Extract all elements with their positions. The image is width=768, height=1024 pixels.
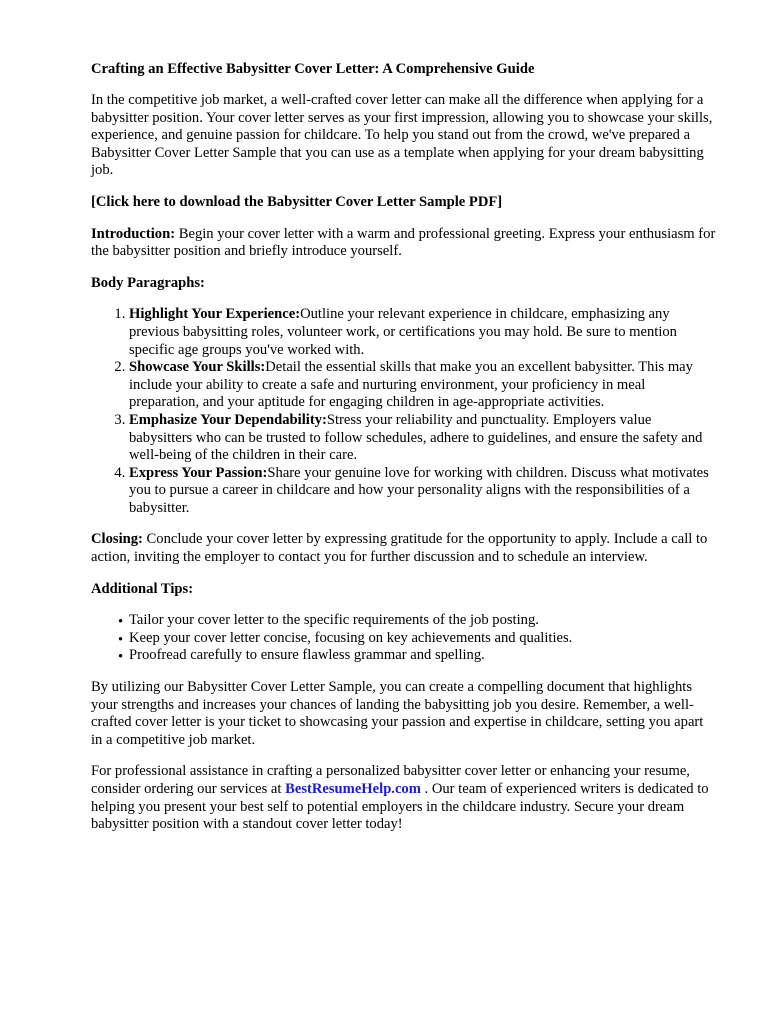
list-item-text: Share your genuine love for working with children. Discuss what motivates you to pursue a career in childcare and how your personality aligns with the responsibilities of a babysitter. <box>129 464 709 516</box>
list-item-text: Detail the essential skills that make you an excellent babysitter. This may include your ability to create a safe and nurturing environment, your proficiency in meal preparation, and your aptitude for engaging children in age-appropriate activities. <box>129 359 693 411</box>
closing-paragraph <box>91 531 718 566</box>
list-item-text: Outline your relevant experience in childcare, emphasizing any previous babysitting roles, volunteer work, or certifications you may hold. Be sure to mention specific age groups you've worked with. <box>129 306 677 358</box>
tip-item: • Tailor your cover letter to the specific requirements of the job posting. <box>129 612 718 630</box>
tips-heading: Additional Tips: <box>91 580 194 597</box>
list-item-text: Stress your reliability and punctuality. Employers value babysitters who can be trusted to follow schedules, adhere to guidelines, and ensure the safety and well-being of the children in their care. <box>129 411 703 464</box>
summary-paragraph: By utilizing our Babysitter Cover Letter Sample, you can create a compelling document that highlights your strengths and increases your chances of landing the babysitting job you desire. Remember, a well-crafted cover letter is your ticket to showcasing your passion and expertise in childcare, setting you apart in a competitive job market. <box>91 679 704 748</box>
list-item <box>129 465 718 518</box>
list-item-label: Showcase Your Skills: <box>129 359 266 376</box>
tips-list <box>91 612 718 665</box>
list-item-label: Emphasize Your Dependability: <box>129 411 327 428</box>
intro-paragraph: In the competitive job market, a well-crafted cover letter can make all the difference when applying for a babysitter position. Your cover letter serves as your first impression, allowing you to showcase your skills, experience, and genuine passion for childcare. To help you stand out from the crowd, we've prepared a Babysitter Cover Letter Sample that you can use as a template when applying for your dream babysitting job. <box>91 92 713 179</box>
tip-item: • Keep your cover letter concise, focusing on key achievements and qualities. <box>129 630 718 648</box>
list-item-label: Highlight Your Experience: <box>129 306 301 323</box>
final-text-before-link: For professional assistance in crafting a personalized babysitter cover letter or enhancing your resume, consider ordering our services at <box>91 763 690 797</box>
final-paragraph <box>91 763 718 833</box>
closing-text: Conclude your cover letter by expressing gratitude for the opportunity to apply. Include a call to action, inviting the employer to contact you for further discussion and to schedule an interview. <box>91 531 708 566</box>
download-link[interactable]: [Click here to download the Babysitter Cover Letter Sample PDF] <box>91 193 503 210</box>
document-title: Crafting an Effective Babysitter Cover Letter: A Comprehensive Guide <box>91 61 535 77</box>
introduction-label: Introduction: <box>91 225 176 242</box>
tip-item: • Proofread carefully to ensure flawless grammar and spelling. <box>129 647 718 665</box>
list-item <box>129 306 718 359</box>
closing-label: Closing: <box>91 531 143 548</box>
final-text-after-link: . Our team of experienced writers is dedicated to helping you present your best self to potential employers in the childcare industry. Secure your dream babysitter position with a standout cover letter today! <box>91 781 709 833</box>
body-heading: Body Paragraphs: <box>91 274 205 291</box>
list-item-label: Express Your Passion: <box>129 464 268 481</box>
introduction-paragraph <box>91 226 718 261</box>
introduction-text: Begin your cover letter with a warm and professional greeting. Express your enthusiasm for the babysitter position and briefly introduce yourself. <box>91 225 716 260</box>
best-resume-help-link[interactable]: BestResumeHelp.com <box>285 781 421 797</box>
list-item <box>129 412 718 465</box>
list-item <box>129 359 718 412</box>
body-list <box>91 306 718 517</box>
